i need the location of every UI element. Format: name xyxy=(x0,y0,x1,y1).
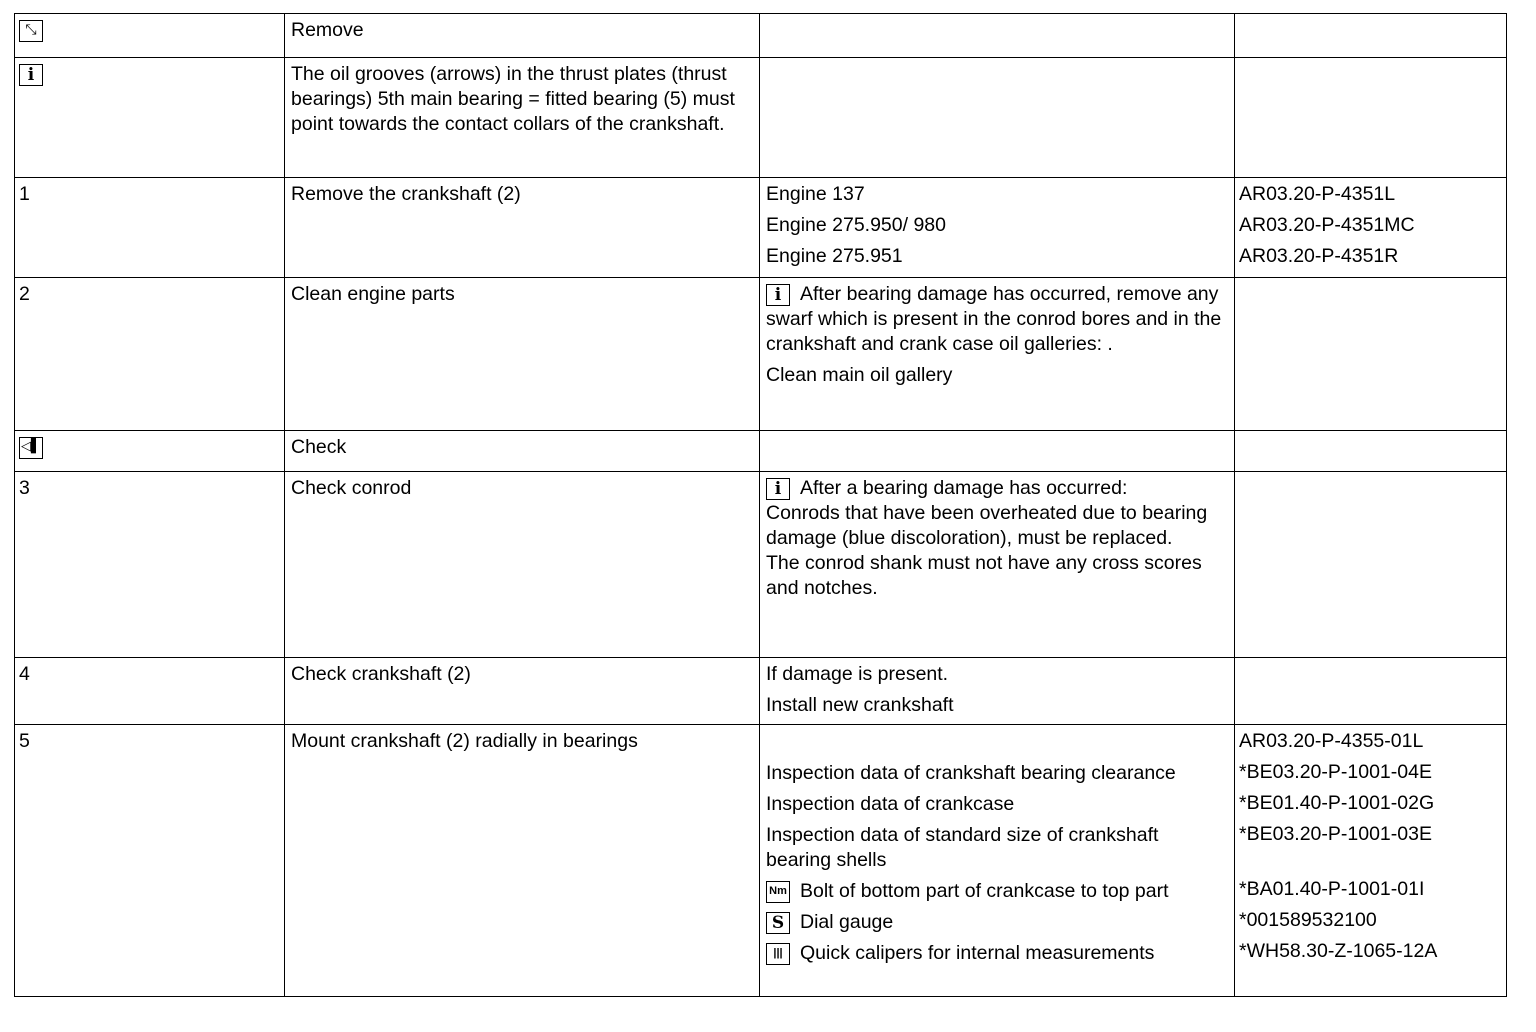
info-icon: i xyxy=(19,64,43,86)
ref-link[interactable]: AR03.20-P-4355-01L xyxy=(1239,730,1424,752)
ref-link[interactable]: AR03.20-P-4351L xyxy=(1239,183,1396,205)
action: The oil grooves (arrows) in the thrust plates (thrust bearings) 5th main bearing = fitted bearing (5) must point towards the contact collars of the crankshaft. xyxy=(285,58,760,178)
table-row xyxy=(15,658,1507,725)
note: Conrods that have been overheated due to bearing damage (blue discoloration), must be replaced. xyxy=(766,502,1208,549)
note: Inspection data of crankcase xyxy=(766,793,1015,815)
torque-icon: Nm xyxy=(766,881,790,903)
expand-arrows-icon: ⤡ xyxy=(19,20,43,42)
action: Check conrod xyxy=(285,472,760,658)
info-icon: i xyxy=(766,478,790,500)
ref-link[interactable]: *001589532100 xyxy=(1239,909,1377,931)
action: Check crankshaft (2) xyxy=(285,658,760,725)
note: Engine 137 xyxy=(766,183,865,205)
action: Remove the crankshaft (2) xyxy=(285,178,760,278)
note: After a bearing damage has occurred: xyxy=(800,477,1128,499)
procedure-table xyxy=(14,13,1507,997)
action: Remove xyxy=(285,14,760,58)
note: Inspection data of crankshaft bearing clearance xyxy=(766,762,1176,784)
check-eye-icon: ◁▌ xyxy=(19,437,43,459)
step-number: 5 xyxy=(15,725,285,997)
note: Install new crankshaft xyxy=(766,694,954,716)
calipers-icon: ||| xyxy=(766,943,790,965)
ref-link[interactable]: *BE01.40-P-1001-02G xyxy=(1239,792,1435,814)
ref-link[interactable]: *WH58.30-Z-1065-12A xyxy=(1239,940,1438,962)
info-icon: i xyxy=(766,284,790,306)
action: Check xyxy=(285,431,760,472)
dial-gauge-icon: S xyxy=(766,912,790,934)
ref-link[interactable]: AR03.20-P-4351R xyxy=(1239,245,1399,267)
table-row xyxy=(15,472,1507,658)
action: Clean engine parts xyxy=(285,278,760,431)
ref-link[interactable]: *BA01.40-P-1001-01I xyxy=(1239,878,1425,900)
note: Quick calipers for internal measurements xyxy=(800,942,1155,964)
note: Dial gauge xyxy=(800,911,894,933)
note: After bearing damage has occurred, remove any swarf which is present in the conrod bores and in the crankshaft and crank case oil galleries: . xyxy=(766,283,1222,355)
ref-link[interactable]: *BE03.20-P-1001-04E xyxy=(1239,761,1432,783)
table-row xyxy=(15,431,1507,472)
table-row xyxy=(15,178,1507,278)
note: If damage is present. xyxy=(766,663,949,685)
step-number: 4 xyxy=(15,658,285,725)
note: Engine 275.951 xyxy=(766,245,903,267)
action: Mount crankshaft (2) radially in bearings xyxy=(285,725,760,997)
note: The conrod shank must not have any cross scores and notches. xyxy=(766,552,1202,599)
note: Engine 275.950/ 980 xyxy=(766,214,946,236)
table-row xyxy=(15,725,1507,997)
table-row xyxy=(15,278,1507,431)
ref-link[interactable]: *BE03.20-P-1001-03E xyxy=(1239,823,1432,845)
step-number: 3 xyxy=(15,472,285,658)
step-number: 1 xyxy=(15,178,285,278)
step-number: 2 xyxy=(15,278,285,431)
ref-link[interactable]: AR03.20-P-4351MC xyxy=(1239,214,1415,236)
note: Inspection data of standard size of crankshaft bearing shells xyxy=(766,824,1159,871)
table-row xyxy=(15,58,1507,178)
note: Clean main oil gallery xyxy=(766,364,953,386)
note: Bolt of bottom part of crankcase to top part xyxy=(800,880,1169,902)
table-row xyxy=(15,14,1507,58)
